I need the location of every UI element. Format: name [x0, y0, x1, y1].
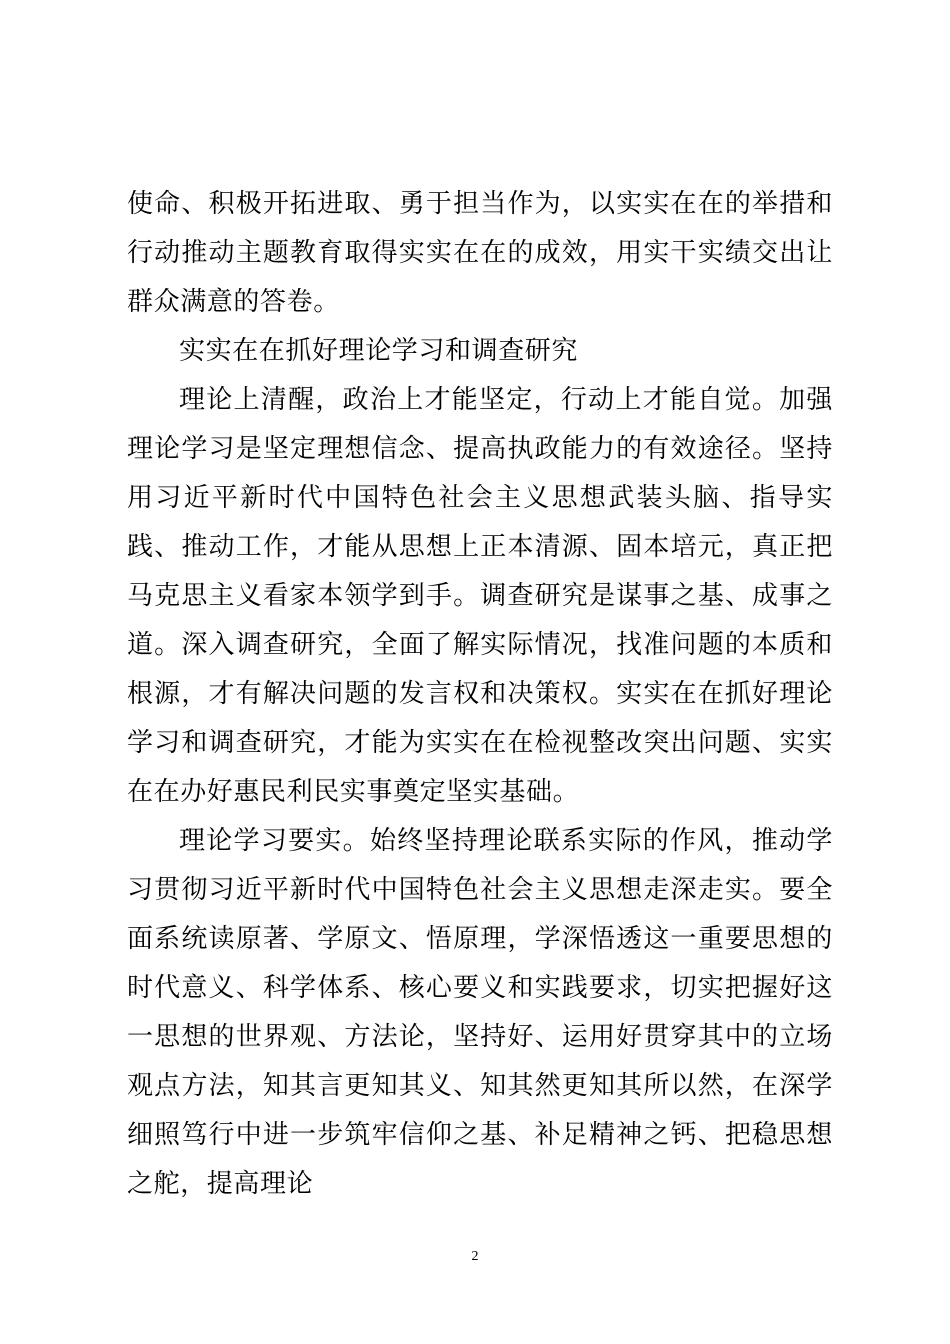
paragraph-continuation: 使命、积极开拓进取、勇于担当作为，以实实在在的举措和行动推动主题教育取得实实在在的成效，用实干实绩交出让群众满意的答卷。 — [127, 189, 833, 317]
paragraph-theory-study-practical: 理论学习要实。始终坚持理论联系实际的作风，推动学习贯彻习近平新时代中国特色社会主义思想走深走实。要全面系统读原著、学原文、悟原理，学深悟透这一重要思想的时代意义、科学体系、核心要义和实践要求，切实把握好这一思想的世界观、方法论，坚持好、运用好贯穿其中的立场观点方法，知其言更知其义、知其然更知其所以然，在深学细照笃行中进一步筑牢信仰之基、补足精神之钙、把稳思想之舵，提高理论 — [127, 826, 833, 1199]
page-number: 2 — [471, 1249, 479, 1264]
paragraph-theory-study-intro: 理论上清醒，政治上才能坚定，行动上才能自觉。加强理论学习是坚定理想信念、提高执政能力的有效途径。坚持用习近平新时代中国特色社会主义思想武装头脑、指导实践、推动工作，才能从思想上正本清源、固本培元，真正把马克思主义看家本领学到手。调查研究是谋事之基、成事之道。深入调查研究，全面了解实际情况，找准问题的本质和根源，才有解决问题的发言权和决策权。实实在在抓好理论学习和调查研究，才能为实实在在检视整改突出问题、实实在在办好惠民利民实事奠定坚实基础。 — [127, 385, 833, 807]
section-heading: 实实在在抓好理论学习和调查研究 — [179, 336, 579, 366]
document-body — [127, 180, 833, 1209]
